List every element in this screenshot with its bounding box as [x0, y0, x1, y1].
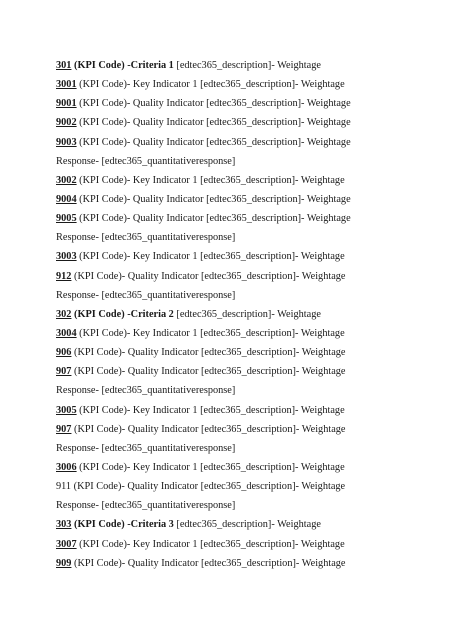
kpi-code: 3001 [56, 79, 77, 91]
indicator-line [56, 247, 474, 266]
kpi-code: 3004 [56, 327, 77, 339]
response-line [56, 381, 474, 400]
indicator-line [56, 458, 474, 477]
line-text: (KPI Code)- Quality Indicator [edtec365_description]- Weightage [76, 117, 351, 129]
indicator-line [56, 113, 474, 132]
kpi-code: 9004 [56, 193, 77, 205]
response-text: Response- [edtec365_quantitativeresponse] [56, 155, 236, 167]
indicator-line [56, 75, 474, 94]
indicator-line [56, 133, 474, 152]
indicator-line [56, 420, 474, 439]
indicator-line [56, 362, 474, 381]
kpi-code: 912 [56, 270, 72, 282]
line-text: (KPI Code)- Key Indicator 1 [edtec365_description]- Weightage [76, 461, 345, 473]
line-text: (KPI Code)- Quality Indicator [edtec365_description]- Weightage [71, 270, 346, 282]
kpi-code: 9002 [56, 117, 77, 129]
kpi-code: 303 [56, 519, 72, 531]
criteria-label: (KPI Code) -Criteria 1 [71, 60, 174, 71]
indicator-line [56, 535, 474, 554]
kpi-code: 907 [56, 423, 72, 435]
response-text: Response- [edtec365_quantitativeresponse] [56, 385, 236, 397]
line-text: (KPI Code)- Key Indicator 1 [edtec365_description]- Weightage [76, 327, 345, 339]
kpi-code: 3006 [56, 461, 77, 473]
line-text: (KPI Code)- Key Indicator 1 [edtec365_description]- Weightage [76, 404, 345, 416]
indicator-line [56, 324, 474, 343]
response-text: Response- [edtec365_quantitativeresponse] [56, 289, 236, 301]
indicator-line [56, 209, 474, 228]
line-text: (KPI Code)- Quality Indicator [edtec365_description]- Weightage [71, 557, 346, 569]
line-text: (KPI Code)- Quality Indicator [edtec365_description]- Weightage [76, 193, 351, 205]
line-text: (KPI Code)- Key Indicator 1 [edtec365_description]- Weightage [76, 251, 345, 263]
line-text: (KPI Code)- Quality Indicator [edtec365_description]- Weightage [76, 98, 351, 110]
kpi-code: 3003 [56, 251, 77, 263]
criteria-line [56, 56, 474, 75]
response-line [56, 228, 474, 247]
indicator-line [56, 171, 474, 190]
response-line [56, 496, 474, 515]
response-text: Response- [edtec365_quantitativeresponse] [56, 500, 236, 512]
response-text: Response- [edtec365_quantitativeresponse] [56, 232, 236, 244]
kpi-code: 302 [56, 308, 72, 320]
kpi-code: 9005 [56, 213, 77, 225]
kpi-code: 3005 [56, 404, 77, 416]
indicator-line [56, 267, 474, 286]
indicator-line [56, 190, 474, 209]
line-text: (KPI Code)- Quality Indicator [edtec365_description]- Weightage [76, 213, 351, 225]
line-text: (KPI Code)- Quality Indicator [edtec365_description]- Weightage [71, 423, 346, 435]
line-text: [edtec365_description]- Weightage [173, 308, 321, 320]
line-text: (KPI Code)- Quality Indicator [edtec365_description]- Weightage [76, 136, 351, 148]
kpi-code: 3002 [56, 174, 77, 186]
criteria-label: (KPI Code) -Criteria 3 [71, 519, 174, 531]
kpi-code: 9003 [56, 136, 77, 148]
indicator-line [56, 401, 474, 420]
line-text: (KPI Code)- Key Indicator 1 [edtec365_description]- Weightage [76, 79, 345, 91]
line-text: (KPI Code)- Key Indicator 1 [edtec365_description]- Weightage [76, 538, 345, 550]
line-text: [edtec365_description]- Weightage [173, 519, 321, 531]
kpi-code: 909 [56, 557, 72, 569]
line-text: (KPI Code)- Quality Indicator [edtec365_description]- Weightage [71, 347, 346, 359]
line-text: (KPI Code)- Quality Indicator [edtec365_description]- Weightage [71, 366, 346, 378]
kpi-code: 301 [56, 60, 72, 71]
criteria-label: (KPI Code) -Criteria 2 [71, 308, 174, 320]
line-text: (KPI Code)- Key Indicator 1 [edtec365_description]- Weightage [76, 174, 345, 186]
indicator-line [56, 477, 474, 496]
indicator-line [56, 94, 474, 113]
kpi-code: 907 [56, 366, 72, 378]
kpi-code: 3007 [56, 538, 77, 550]
response-line [56, 286, 474, 305]
kpi-list [56, 56, 474, 573]
indicator-line [56, 554, 474, 573]
kpi-code: 906 [56, 347, 72, 359]
criteria-line [56, 515, 474, 534]
kpi-code: 9001 [56, 98, 77, 110]
criteria-line [56, 305, 474, 324]
line-text: 911 (KPI Code)- Quality Indicator [edtec365_description]- Weightage [56, 481, 346, 493]
line-text: [edtec365_description]- Weightage [173, 60, 321, 71]
response-line [56, 439, 474, 458]
indicator-line [56, 343, 474, 362]
response-text: Response- [edtec365_quantitativeresponse] [56, 442, 236, 454]
response-line [56, 152, 474, 171]
